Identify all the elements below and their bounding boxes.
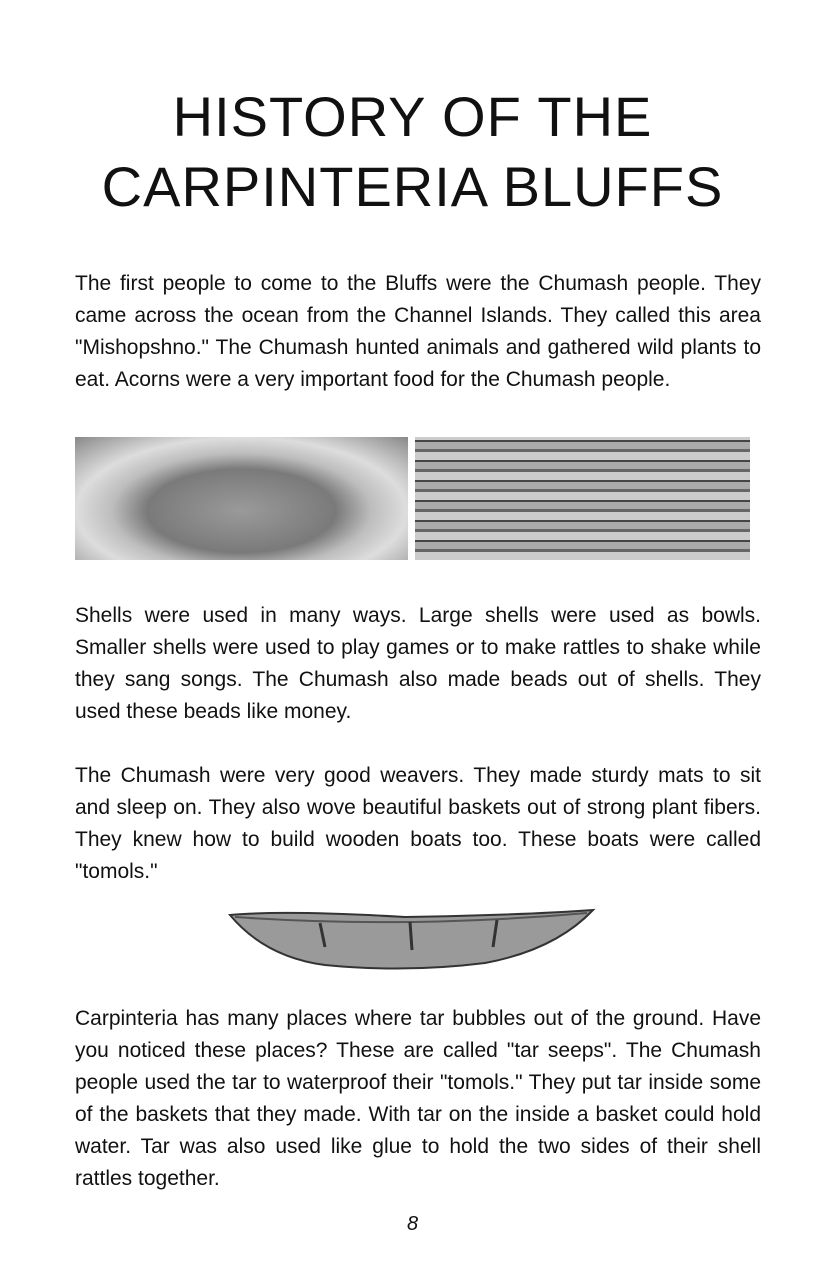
paragraph-tar-seeps: Carpinteria has many places where tar bubbles out of the ground. Have you noticed these places? These are called "tar seeps". The Chumash people used the tar to waterproof their "tomols." They put tar inside some of the baskets that they made. With tar on the inside a basket could hold water. Tar was also used like glue to hold the two sides of their shell rattles together. [75,1007,761,1190]
title-line-2: CARPINTERIA BLUFFS [101,155,724,218]
title-line-1: HISTORY OF THE [172,85,653,148]
tomol-canoe-illustration [225,895,597,985]
paragraph-shells: Shells were used in many ways. Large shells were used as bowls. Smaller shells were used to play games or to make rattles to shake while they sang songs. The Chumash also made beads out of shells. They used these beads like money. [75,604,761,723]
page-number: 8 [406,1213,419,1235]
paragraph-chumash: The first people to come to the Bluffs were the Chumash people. They came across the ocean from the Channel Islands. They called this area "Mishopshno." The Chumash hunted animals and gathered wild plants to eat. Acorns were a very important food for the Chumash people. [75,272,761,391]
paragraph-weavers: The Chumash were very good weavers. They made sturdy mats to sit and sleep on. They also wove beautiful baskets out of strong plant fibers. They knew how to build wooden boats too. These boats were called "tomols." [75,764,761,883]
acorn-basket-photo [75,437,408,560]
page-title [0,82,825,222]
shell-beads-photo [415,437,750,560]
